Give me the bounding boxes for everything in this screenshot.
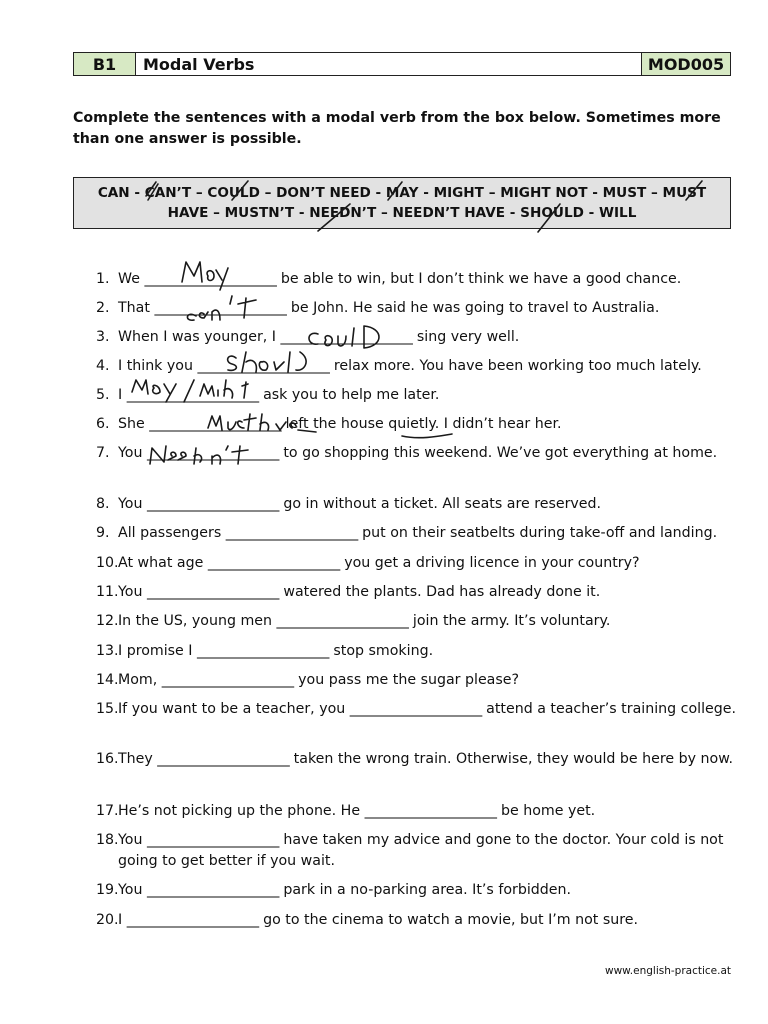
footer-url: www.english-practice.at (604, 965, 731, 977)
exercise-item (96, 582, 736, 603)
sentence-start: If you want to be a teacher, you (118, 701, 350, 717)
item-number: 2. (96, 300, 110, 316)
sentence-start: When I was younger, I (118, 329, 281, 345)
sentence-end: stop smoking. (328, 643, 434, 659)
sentence-start: Mom, (118, 672, 162, 688)
answer-blank[interactable]: ____________________ (197, 643, 329, 659)
worksheet-code: MOD005 (641, 53, 730, 75)
modal-verb-box (73, 177, 731, 229)
item-sentence (118, 880, 736, 901)
item-number: 14. (96, 672, 119, 688)
item-sentence (118, 385, 736, 406)
exercise-item (96, 356, 736, 377)
answer-blank[interactable]: ____________________ (280, 329, 413, 345)
item-sentence (118, 414, 736, 435)
sentence-start: In the US, young men (118, 613, 277, 629)
exercise-item (96, 269, 736, 290)
sentence-end: sing very well. (412, 329, 520, 345)
sentence-start: I promise I (118, 643, 197, 659)
item-sentence (118, 699, 736, 720)
item-sentence (118, 611, 736, 632)
item-sentence (118, 830, 736, 872)
sentence-start: She (118, 416, 150, 432)
word-box-line-1: CAN - CAN’T – COULD – DON’T NEED - MAY - MIGHT – MIGHT NOT - MUST – MUST (97, 185, 707, 201)
item-sentence (118, 670, 736, 691)
item-number: 10. (96, 555, 119, 571)
sentence-end: watered the plants. Dad has already done it. (278, 584, 601, 600)
item-number: 8. (96, 496, 110, 512)
item-number: 17. (96, 803, 119, 819)
word-box-line-2: HAVE – MUSTN’T - NEEDN’T – NEEDN’T HAVE - SHOULD - WILL (167, 205, 637, 221)
answer-blank[interactable]: ____________________ (146, 832, 279, 848)
item-sentence (118, 327, 736, 348)
exercise-item (96, 749, 736, 770)
item-number: 1. (96, 271, 110, 287)
sentence-start: That (118, 300, 155, 316)
sentence-end: put on their seatbelts during take-off and landing. (357, 525, 718, 541)
answer-blank[interactable]: ____________________ (146, 496, 279, 512)
sentence-start: You (118, 496, 147, 512)
sentence-end: go to the cinema to watch a movie, but I’m not sure. (258, 912, 639, 928)
answer-blank[interactable]: ____________________ (146, 584, 279, 600)
sentence-start: You (118, 445, 147, 461)
item-sentence (118, 443, 736, 464)
exercise-item (96, 385, 736, 406)
exercise-item (96, 641, 736, 662)
sentence-end: be able to win, but I don’t think we have a good chance. (276, 271, 682, 287)
answer-blank[interactable]: ____________________ (207, 555, 340, 571)
item-sentence (118, 749, 736, 770)
item-sentence (118, 269, 736, 290)
sentence-end: be home yet. (496, 803, 596, 819)
exercise-item (96, 830, 736, 872)
sentence-end: you get a driving licence in your country? (339, 555, 640, 571)
sentence-end: be John. He said he was going to travel to Australia. (286, 300, 660, 316)
item-sentence (118, 356, 736, 377)
item-sentence (118, 298, 736, 319)
exercise-item (96, 699, 736, 720)
sentence-end: taken the wrong train. Otherwise, they would be here by now. (289, 751, 734, 767)
sentence-start: At what age (118, 555, 208, 571)
sentence-start: All passengers (118, 525, 226, 541)
exercise-item (96, 611, 736, 632)
worksheet-header (73, 52, 731, 76)
item-sentence (118, 523, 736, 544)
exercise-item (96, 910, 736, 931)
sentence-end: ask you to help me later. (258, 387, 440, 403)
sentence-start: I (118, 387, 127, 403)
item-sentence (118, 641, 736, 662)
sentence-end: go in without a ticket. All seats are reserved. (278, 496, 602, 512)
sentence-end: have taken my advice and gone to the doctor. Your cold is not going to get better if you wait. (118, 832, 724, 869)
instructions: Complete the sentences with a modal verb from the box below. Sometimes more than one answer is possible. (73, 110, 721, 147)
item-sentence (118, 582, 736, 603)
item-number: 15. (96, 701, 119, 717)
item-number: 19. (96, 882, 119, 898)
answer-blank[interactable]: ____________________ (161, 672, 294, 688)
item-number: 18. (96, 832, 119, 848)
item-sentence (118, 494, 736, 515)
exercise-item (96, 414, 736, 435)
sentence-end: relax more. You have been working too much lately. (329, 358, 702, 374)
exercise-item (96, 880, 736, 901)
item-number: 3. (96, 329, 110, 345)
sentence-end: to go shopping this weekend. We’ve got everything at home. (278, 445, 718, 461)
answer-blank[interactable]: ____________________ (364, 803, 497, 819)
item-number: 12. (96, 613, 119, 629)
worksheet-title: Modal Verbs (143, 54, 255, 74)
sentence-start: You (118, 832, 147, 848)
exercise-item (96, 298, 736, 319)
item-number: 5. (96, 387, 110, 403)
exercise-item (96, 801, 736, 822)
answer-blank[interactable]: ____________________ (225, 525, 358, 541)
item-number: 9. (96, 525, 110, 541)
answer-blank[interactable]: ____________________ (126, 912, 259, 928)
sentence-end: left the house quietly. I didn’t hear her. (281, 416, 562, 432)
item-sentence (118, 553, 736, 574)
sentence-end: join the army. It’s voluntary. (408, 613, 611, 629)
sentence-end: attend a teacher’s training college. (481, 701, 736, 717)
item-number: 6. (96, 416, 110, 432)
sentence-start: He’s not picking up the phone. He (118, 803, 365, 819)
exercise-item (96, 443, 736, 464)
answer-blank[interactable]: ____________________ (144, 271, 277, 287)
answer-blank[interactable]: ____________________ (154, 300, 287, 316)
answer-blank[interactable]: ____________________ (157, 751, 290, 767)
level-label: B1 (74, 53, 136, 75)
exercise-item (96, 670, 736, 691)
exercise-item (96, 327, 736, 348)
answer-blank[interactable]: ____________________ (146, 445, 279, 461)
sentence-end: park in a no-parking area. It’s forbidden. (278, 882, 572, 898)
item-number: 4. (96, 358, 110, 374)
answer-blank[interactable]: ____________________ (349, 701, 482, 717)
exercise-item (96, 523, 736, 544)
item-number: 13. (96, 643, 119, 659)
item-number: 7. (96, 445, 110, 461)
exercise-item (96, 553, 736, 574)
sentence-start: I (118, 912, 127, 928)
sentence-start: They (118, 751, 158, 767)
answer-blank[interactable]: ____________________ (146, 882, 279, 898)
exercise-item (96, 494, 736, 515)
sentence-end: you pass me the sugar please? (293, 672, 520, 688)
item-sentence (118, 801, 736, 822)
item-sentence (118, 910, 736, 931)
answer-blank[interactable]: ____________________ (126, 387, 259, 403)
sentence-start: I think you (118, 358, 198, 374)
sentence-start: You (118, 584, 147, 600)
sentence-start: We (118, 271, 145, 287)
sentence-start: You (118, 882, 147, 898)
answer-blank[interactable]: ____________________ (276, 613, 409, 629)
item-number: 16. (96, 751, 119, 767)
answer-blank[interactable]: ____________________ (149, 416, 282, 432)
item-number: 20. (96, 912, 119, 928)
answer-blank[interactable]: ____________________ (197, 358, 330, 374)
item-number: 11. (96, 584, 119, 600)
